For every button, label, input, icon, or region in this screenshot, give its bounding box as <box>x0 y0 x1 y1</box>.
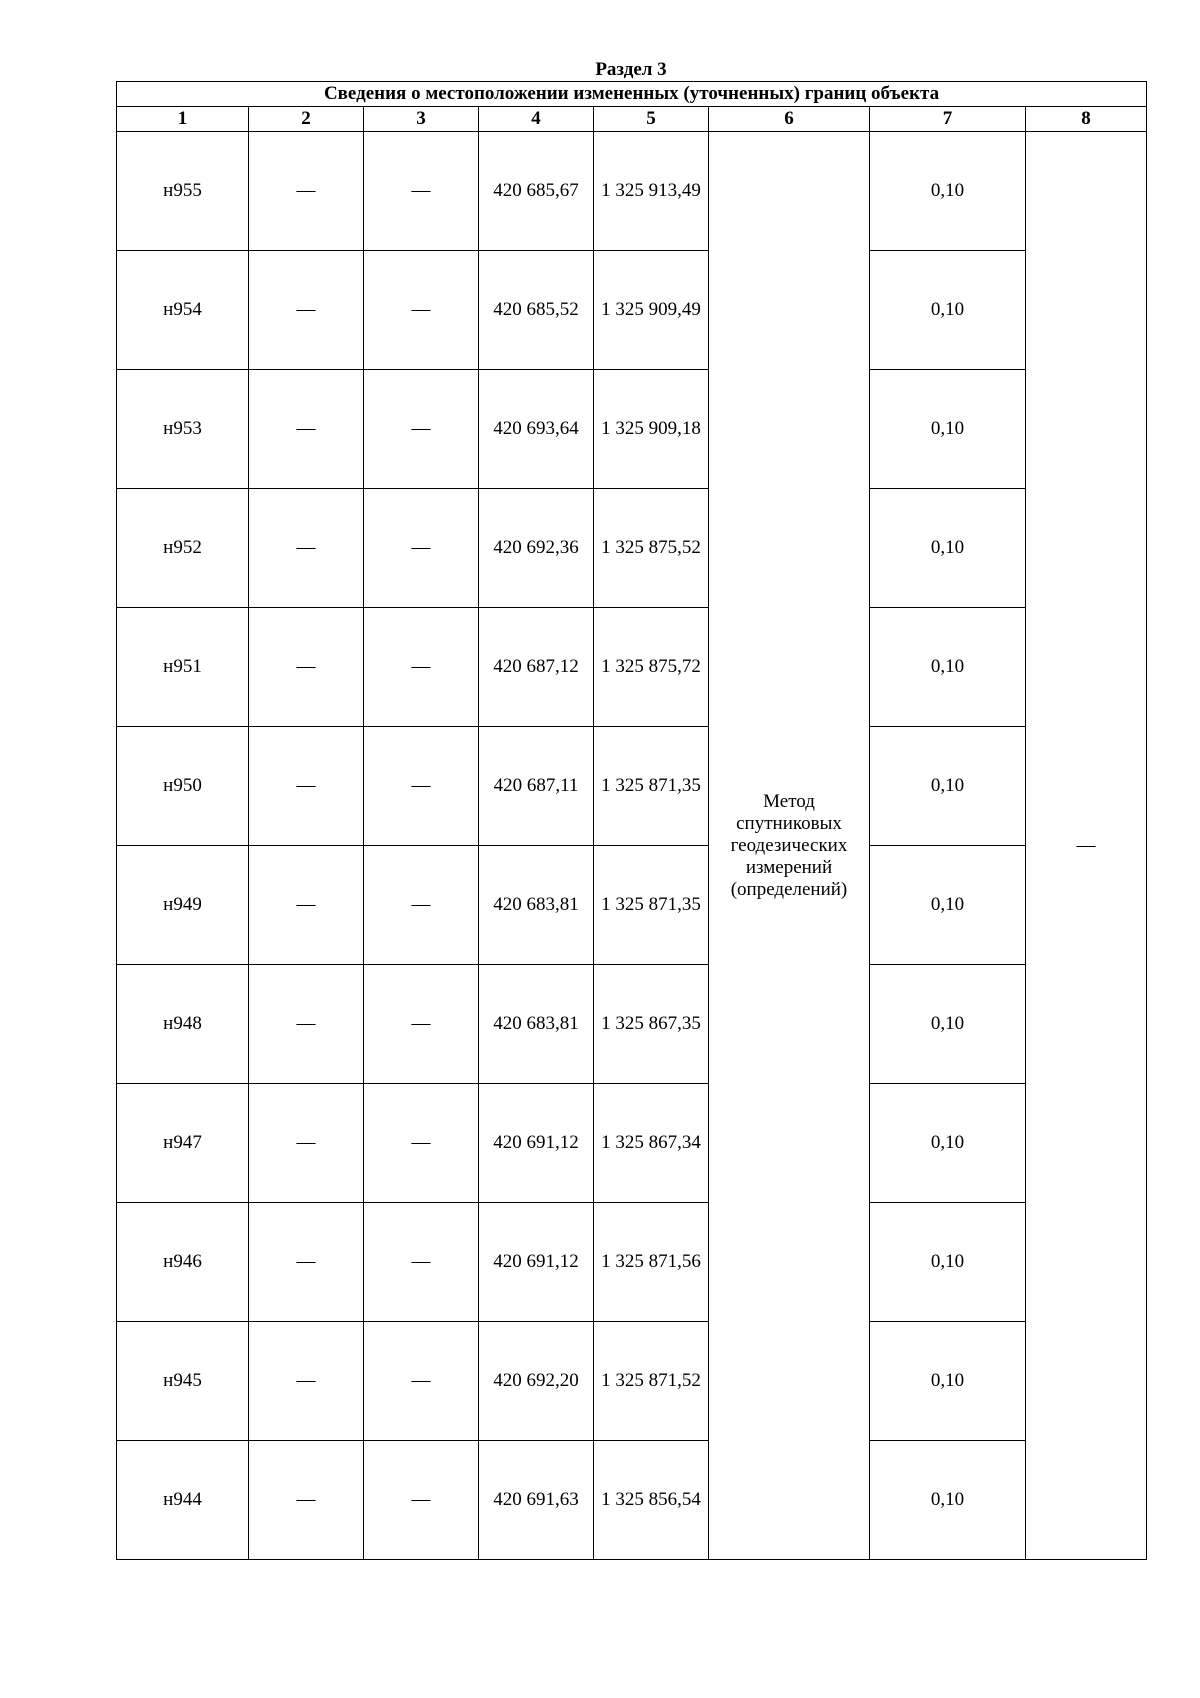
y-coordinate-cell: 1 325 913,49 <box>594 132 709 251</box>
column-3-cell: — <box>364 1322 479 1441</box>
x-coordinate-cell: 420 691,12 <box>479 1203 594 1322</box>
x-coordinate-cell: 420 691,12 <box>479 1084 594 1203</box>
point-name-cell: н951 <box>117 608 249 727</box>
y-coordinate-cell: 1 325 909,18 <box>594 370 709 489</box>
column-2-cell: — <box>249 608 364 727</box>
x-coordinate-cell: 420 691,63 <box>479 1441 594 1560</box>
point-name-cell: н946 <box>117 1203 249 1322</box>
column-3-cell: — <box>364 965 479 1084</box>
column-2-cell: — <box>249 1084 364 1203</box>
column-2-cell: — <box>249 1441 364 1560</box>
column-number-2: 2 <box>249 107 364 132</box>
column-8-cell: — <box>1026 132 1147 1560</box>
x-coordinate-cell: 420 693,64 <box>479 370 594 489</box>
x-coordinate-cell: 420 685,52 <box>479 251 594 370</box>
accuracy-cell: 0,10 <box>870 370 1026 489</box>
column-3-cell: — <box>364 132 479 251</box>
method-text-line: спутниковых <box>736 812 842 834</box>
x-coordinate-cell: 420 683,81 <box>479 965 594 1084</box>
point-name-cell: н954 <box>117 251 249 370</box>
column-3-cell: — <box>364 1203 479 1322</box>
table-row <box>117 1322 1147 1441</box>
y-coordinate-cell: 1 325 875,72 <box>594 608 709 727</box>
column-3-cell: — <box>364 1084 479 1203</box>
accuracy-cell: 0,10 <box>870 132 1026 251</box>
column-2-cell: — <box>249 727 364 846</box>
point-name-cell: н953 <box>117 370 249 489</box>
point-name-cell: н945 <box>117 1322 249 1441</box>
column-number-4: 4 <box>479 107 594 132</box>
x-coordinate-cell: 420 692,20 <box>479 1322 594 1441</box>
column-number-1: 1 <box>117 107 249 132</box>
column-number-3: 3 <box>364 107 479 132</box>
x-coordinate-cell: 420 685,67 <box>479 132 594 251</box>
accuracy-cell: 0,10 <box>870 1322 1026 1441</box>
section-title: Раздел 3 <box>595 59 667 80</box>
table-row <box>117 608 1147 727</box>
table-body <box>117 132 1147 1560</box>
column-2-cell: — <box>249 132 364 251</box>
table-row <box>117 727 1147 846</box>
table-row <box>117 846 1147 965</box>
x-coordinate-cell: 420 687,12 <box>479 608 594 727</box>
table-row <box>117 965 1147 1084</box>
point-name-cell: н952 <box>117 489 249 608</box>
column-2-cell: — <box>249 251 364 370</box>
point-name-cell: н950 <box>117 727 249 846</box>
y-coordinate-cell: 1 325 871,52 <box>594 1322 709 1441</box>
column-number-8: 8 <box>1026 107 1147 132</box>
accuracy-cell: 0,10 <box>870 1441 1026 1560</box>
x-coordinate-cell: 420 692,36 <box>479 489 594 608</box>
column-2-cell: — <box>249 370 364 489</box>
y-coordinate-cell: 1 325 871,56 <box>594 1203 709 1322</box>
table-row <box>117 251 1147 370</box>
table-row <box>117 1203 1147 1322</box>
method-cell <box>709 132 870 1560</box>
table-row <box>117 132 1147 251</box>
table-row <box>117 1084 1147 1203</box>
column-2-cell: — <box>249 1322 364 1441</box>
column-3-cell: — <box>364 727 479 846</box>
method-text-line: Метод <box>763 790 815 812</box>
column-numbers-row <box>117 107 1147 132</box>
point-name-cell: н944 <box>117 1441 249 1560</box>
y-coordinate-cell: 1 325 871,35 <box>594 846 709 965</box>
column-number-6: 6 <box>709 107 870 132</box>
table-row <box>117 370 1147 489</box>
x-coordinate-cell: 420 683,81 <box>479 846 594 965</box>
accuracy-cell: 0,10 <box>870 727 1026 846</box>
point-name-cell: н949 <box>117 846 249 965</box>
column-3-cell: — <box>364 489 479 608</box>
y-coordinate-cell: 1 325 867,34 <box>594 1084 709 1203</box>
y-coordinate-cell: 1 325 856,54 <box>594 1441 709 1560</box>
accuracy-cell: 0,10 <box>870 965 1026 1084</box>
x-coordinate-cell: 420 687,11 <box>479 727 594 846</box>
column-number-5: 5 <box>594 107 709 132</box>
y-coordinate-cell: 1 325 867,35 <box>594 965 709 1084</box>
column-3-cell: — <box>364 608 479 727</box>
column-2-cell: — <box>249 846 364 965</box>
column-2-cell: — <box>249 489 364 608</box>
accuracy-cell: 0,10 <box>870 608 1026 727</box>
column-3-cell: — <box>364 846 479 965</box>
accuracy-cell: 0,10 <box>870 251 1026 370</box>
accuracy-cell: 0,10 <box>870 489 1026 608</box>
point-name-cell: н947 <box>117 1084 249 1203</box>
column-3-cell: — <box>364 370 479 489</box>
y-coordinate-cell: 1 325 875,52 <box>594 489 709 608</box>
table-row <box>117 489 1147 608</box>
column-2-cell: — <box>249 1203 364 1322</box>
point-name-cell: н955 <box>117 132 249 251</box>
column-3-cell: — <box>364 251 479 370</box>
accuracy-cell: 0,10 <box>870 1203 1026 1322</box>
boundary-coordinates-table <box>116 81 1147 1560</box>
table-caption: Сведения о местоположении измененных (уточненных) границ объекта <box>117 82 1147 107</box>
column-2-cell: — <box>249 965 364 1084</box>
accuracy-cell: 0,10 <box>870 1084 1026 1203</box>
accuracy-cell: 0,10 <box>870 846 1026 965</box>
column-number-7: 7 <box>870 107 1026 132</box>
table-row <box>117 1441 1147 1560</box>
y-coordinate-cell: 1 325 909,49 <box>594 251 709 370</box>
column-3-cell: — <box>364 1441 479 1560</box>
method-text-line: (определений) <box>730 878 848 900</box>
y-coordinate-cell: 1 325 871,35 <box>594 727 709 846</box>
point-name-cell: н948 <box>117 965 249 1084</box>
method-text-line: геодезических <box>730 834 848 856</box>
method-text-line: измерений <box>745 856 833 878</box>
